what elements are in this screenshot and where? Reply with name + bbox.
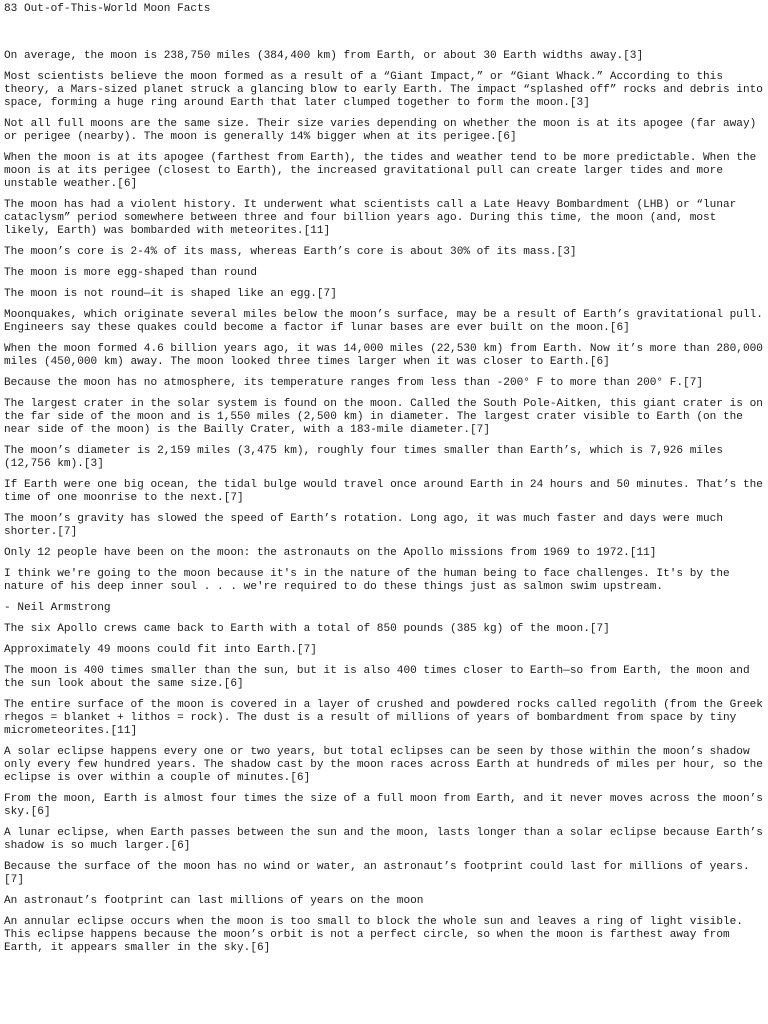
paragraph: Approximately 49 moons could fit into Earth.[7] xyxy=(4,644,317,656)
paragraph: Only 12 people have been on the moon: the astronauts on the Apollo missions from 1969 to 1972.[11] xyxy=(4,547,657,559)
paragraph: The six Apollo crews came back to Earth with a total of 850 pounds (385 kg) of the moon.[7] xyxy=(4,623,610,635)
paragraph: A lunar eclipse, when Earth passes between the sun and the moon, lasts longer than a solar eclipse because Earth’s shadow is so much larger.[6] xyxy=(4,827,763,852)
paragraph: From the moon, Earth is almost four times the size of a full moon from Earth, and it never moves across the moon’s sky.[6] xyxy=(4,793,763,818)
paragraph: If Earth were one big ocean, the tidal bulge would travel once around Earth in 24 hours and 50 minutes. That’s the time of one moonrise to the next.[7] xyxy=(4,479,763,504)
paragraph-list xyxy=(4,50,764,955)
paragraph: The entire surface of the moon is covered in a layer of crushed and powdered rocks called regolith (from the Greek rhegos = blanket + lithos = rock). The dust is a result of millions of years of bombardment from space by tiny micrometeorites.[11] xyxy=(4,699,763,737)
paragraph: Because the moon has no atmosphere, its temperature ranges from less than -200° F to more than 200° F.[7] xyxy=(4,377,704,389)
paragraph: An astronaut’s footprint can last millions of years on the moon xyxy=(4,895,424,907)
paragraph: The moon is not round—it is shaped like an egg.[7] xyxy=(4,288,337,300)
quote-attribution: - Neil Armstrong xyxy=(4,602,111,614)
document-body xyxy=(4,3,764,963)
paragraph: Because the surface of the moon has no wind or water, an astronaut’s footprint could last for millions of years.[7] xyxy=(4,861,750,886)
paragraph: Most scientists believe the moon formed as a result of a “Giant Impact,” or “Giant Whack.” According to this theory, a Mars-sized planet struck a glancing blow to early Earth. The impact “splashed off” rocks and debris into space, forming a huge ring around Earth that later clumped together to form the moon.[3] xyxy=(4,71,763,109)
paragraph: Moonquakes, which originate several miles below the moon’s surface, may be a result of Earth’s gravitational pull. Engineers say these quakes could become a factor if lunar bases are ever built on the moon.[6] xyxy=(4,309,763,334)
paragraph: The moon is more egg-shaped than round xyxy=(4,267,257,279)
quote: I think we're going to the moon because it's in the nature of the human being to face challenges. It's by the nature of his deep inner soul . . . we're required to do these things just as salmon swim upstream. xyxy=(4,568,730,593)
paragraph: The moon has had a violent history. It underwent what scientists call a Late Heavy Bombardment (LHB) or “lunar cataclysm” period somewhere between three and four billion years ago. During this time, the moon (and, most likely, Earth) was bombarded with meteorites.[11] xyxy=(4,199,737,237)
paragraph: An annular eclipse occurs when the moon is too small to block the whole sun and leaves a ring of light visible. This eclipse happens because the moon’s orbit is not a perfect circle, so when the moon is farthest away from Earth, it appears smaller in the sky.[6] xyxy=(4,916,743,954)
paragraph: The moon’s diameter is 2,159 miles (3,475 km), roughly four times smaller than Earth’s, which is 7,926 miles (12,756 km).[3] xyxy=(4,445,723,470)
document-title: 83 Out-of-This-World Moon Facts xyxy=(4,3,211,15)
paragraph: On average, the moon is 238,750 miles (384,400 km) from Earth, or about 30 Earth widths away.[3] xyxy=(4,50,644,62)
paragraph: When the moon formed 4.6 billion years ago, it was 14,000 miles (22,530 km) from Earth. Now it’s more than 280,000 miles (450,000 km) away. The moon looked three times larger when it was closer to Earth.[6] xyxy=(4,343,763,368)
paragraph: Not all full moons are the same size. Their size varies depending on whether the moon is at its apogee (far away) or perigee (nearby). The moon is generally 14% bigger when at its perigee.[6] xyxy=(4,118,757,143)
paragraph: The largest crater in the solar system is found on the moon. Called the South Pole-Aitken, this giant crater is on the far side of the moon and is 1,550 miles (2,500 km) in diameter. The largest crater visible to Earth (on the near side of the moon) is the Bailly Crater, with a 183-mile diameter.[7] xyxy=(4,398,763,436)
paragraph: When the moon is at its apogee (farthest from Earth), the tides and weather tend to be more predictable. When the moon is at its perigee (closest to Earth), the increased gravitational pull can create larger tides and more unstable weather.[6] xyxy=(4,152,757,190)
paragraph: The moon is 400 times smaller than the sun, but it is also 400 times closer to Earth—so from Earth, the moon and the sun look about the same size.[6] xyxy=(4,665,750,690)
paragraph: The moon’s core is 2-4% of its mass, whereas Earth’s core is about 30% of its mass.[3] xyxy=(4,246,577,258)
paragraph: A solar eclipse happens every one or two years, but total eclipses can be seen by those within the moon’s shadow only every few hundred years. The shadow cast by the moon races across Earth at hundreds of miles per hour, so the eclipse is over within a couple of minutes.[6] xyxy=(4,746,763,784)
paragraph: The moon’s gravity has slowed the speed of Earth’s rotation. Long ago, it was much faster and days were much shorter.[7] xyxy=(4,513,723,538)
